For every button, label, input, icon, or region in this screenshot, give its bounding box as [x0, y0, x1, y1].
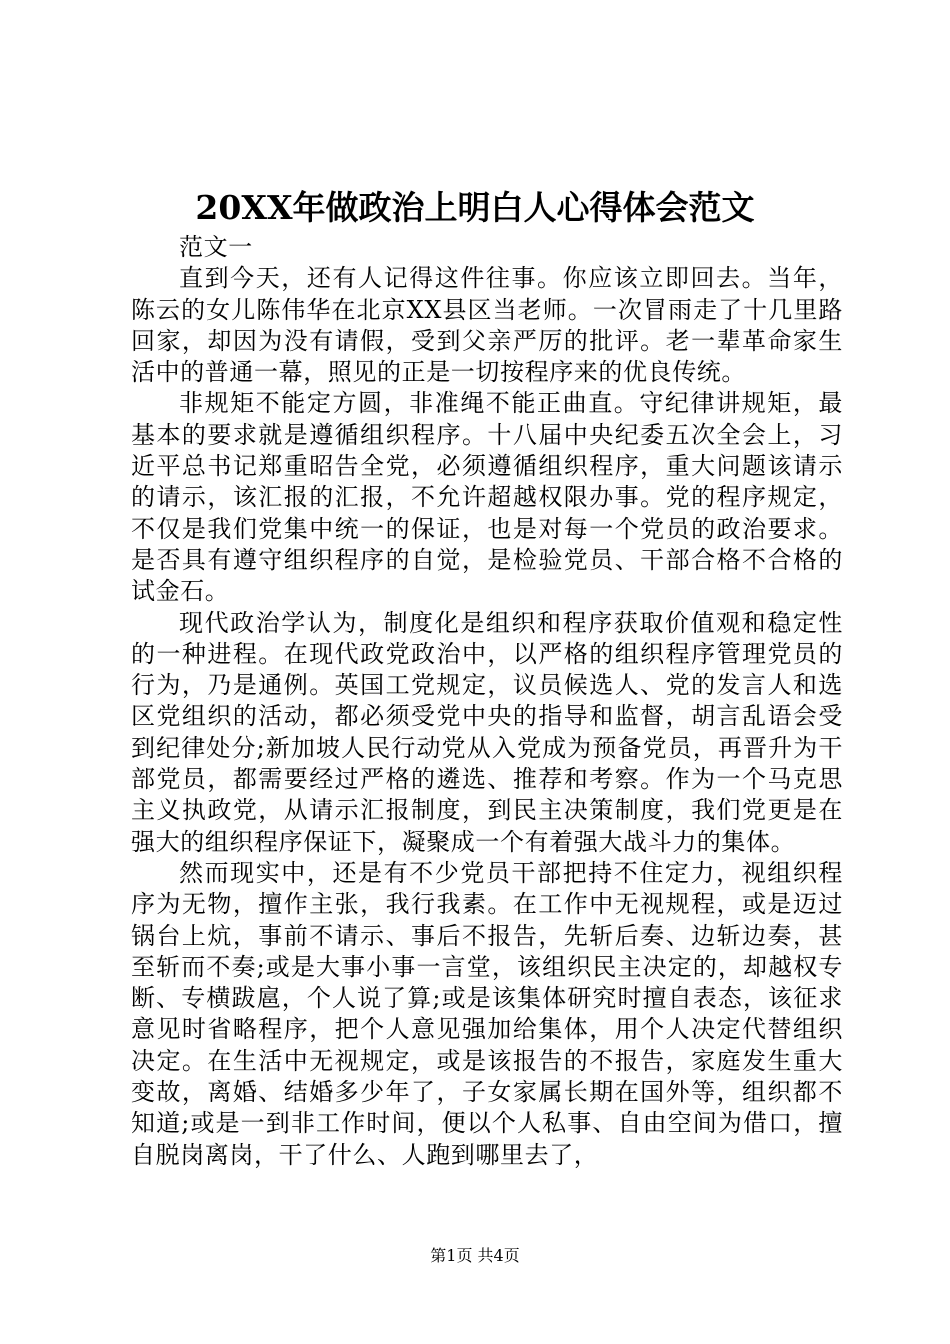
- paragraph: 非规矩不能定方圆，非准绳不能正曲直。守纪律讲规矩，最基本的要求就是遵循组织程序。十八届中央纪委五次全会上，习近平总书记郑重昭告全党，必须遵循组织程序，重大问题该请示的请示，该汇报的汇报，不允许超越权限办事。党的程序规定，不仅是我们党集中统一的保证，也是对每一个党员的政治要求。是否具有遵守组织程序的自觉，是检验党员、干部合格不合格的试金石。: [131, 389, 843, 606]
- paragraph: 然而现实中，还是有不少党员干部把持不住定力，视组织程序为无物，擅作主张，我行我素。在工作中无视规程，或是迈过锅台上炕，事前不请示、事后不报告，先斩后奏、边斩边奏，甚至斩而不奏;或是大事小事一言堂，该组织民主决定的，却越权专断、专横跋扈，个人说了算;或是该集体研究时擅自表态，该征求意见时省略程序，把个人意见强加给集体，用个人决定代替组织决定。在生活中无视规定，或是该报告的不报告，家庭发生重大变故，离婚、结婚多少年了，子女家属长期在国外等，组织都不知道;或是一到非工作时间，便以个人私事、自由空间为借口，擅自脱岗离岗，干了什么、人跑到哪里去了，: [131, 858, 843, 1169]
- paragraph-heading: 范文一: [179, 233, 253, 261]
- page-title: 20XX年做政治上明白人心得体会范文: [195, 188, 755, 227]
- document-body: [131, 232, 843, 1171]
- paragraph: 直到今天，还有人记得这件往事。你应该立即回去。当年，陈云的女儿陈伟华在北京XX县区当老师。一次冒雨走了十几里路回家，却因为没有请假，受到父亲严厉的批评。老一辈革命家生活中的普通一幕，照见的正是一切按程序来的优良传统。: [131, 264, 843, 387]
- page-footer: 第1页 共4页: [430, 1246, 520, 1265]
- paragraph: 现代政治学认为，制度化是组织和程序获取价值观和稳定性的一种进程。在现代政党政治中，以严格的组织程序管理党员的行为，乃是通例。英国工党规定，议员候选人、党的发言人和选区党组织的活动，都必须受党中央的指导和监督，胡言乱语会受到纪律处分;新加坡人民行动党从入党成为预备党员，再晋升为干部党员，都需要经过严格的遴选、推荐和考察。作为一个马克思主义执政党，从请示汇报制度，到民主决策制度，我们党更是在强大的组织程序保证下，凝聚成一个有着强大战斗力的集体。: [131, 608, 843, 856]
